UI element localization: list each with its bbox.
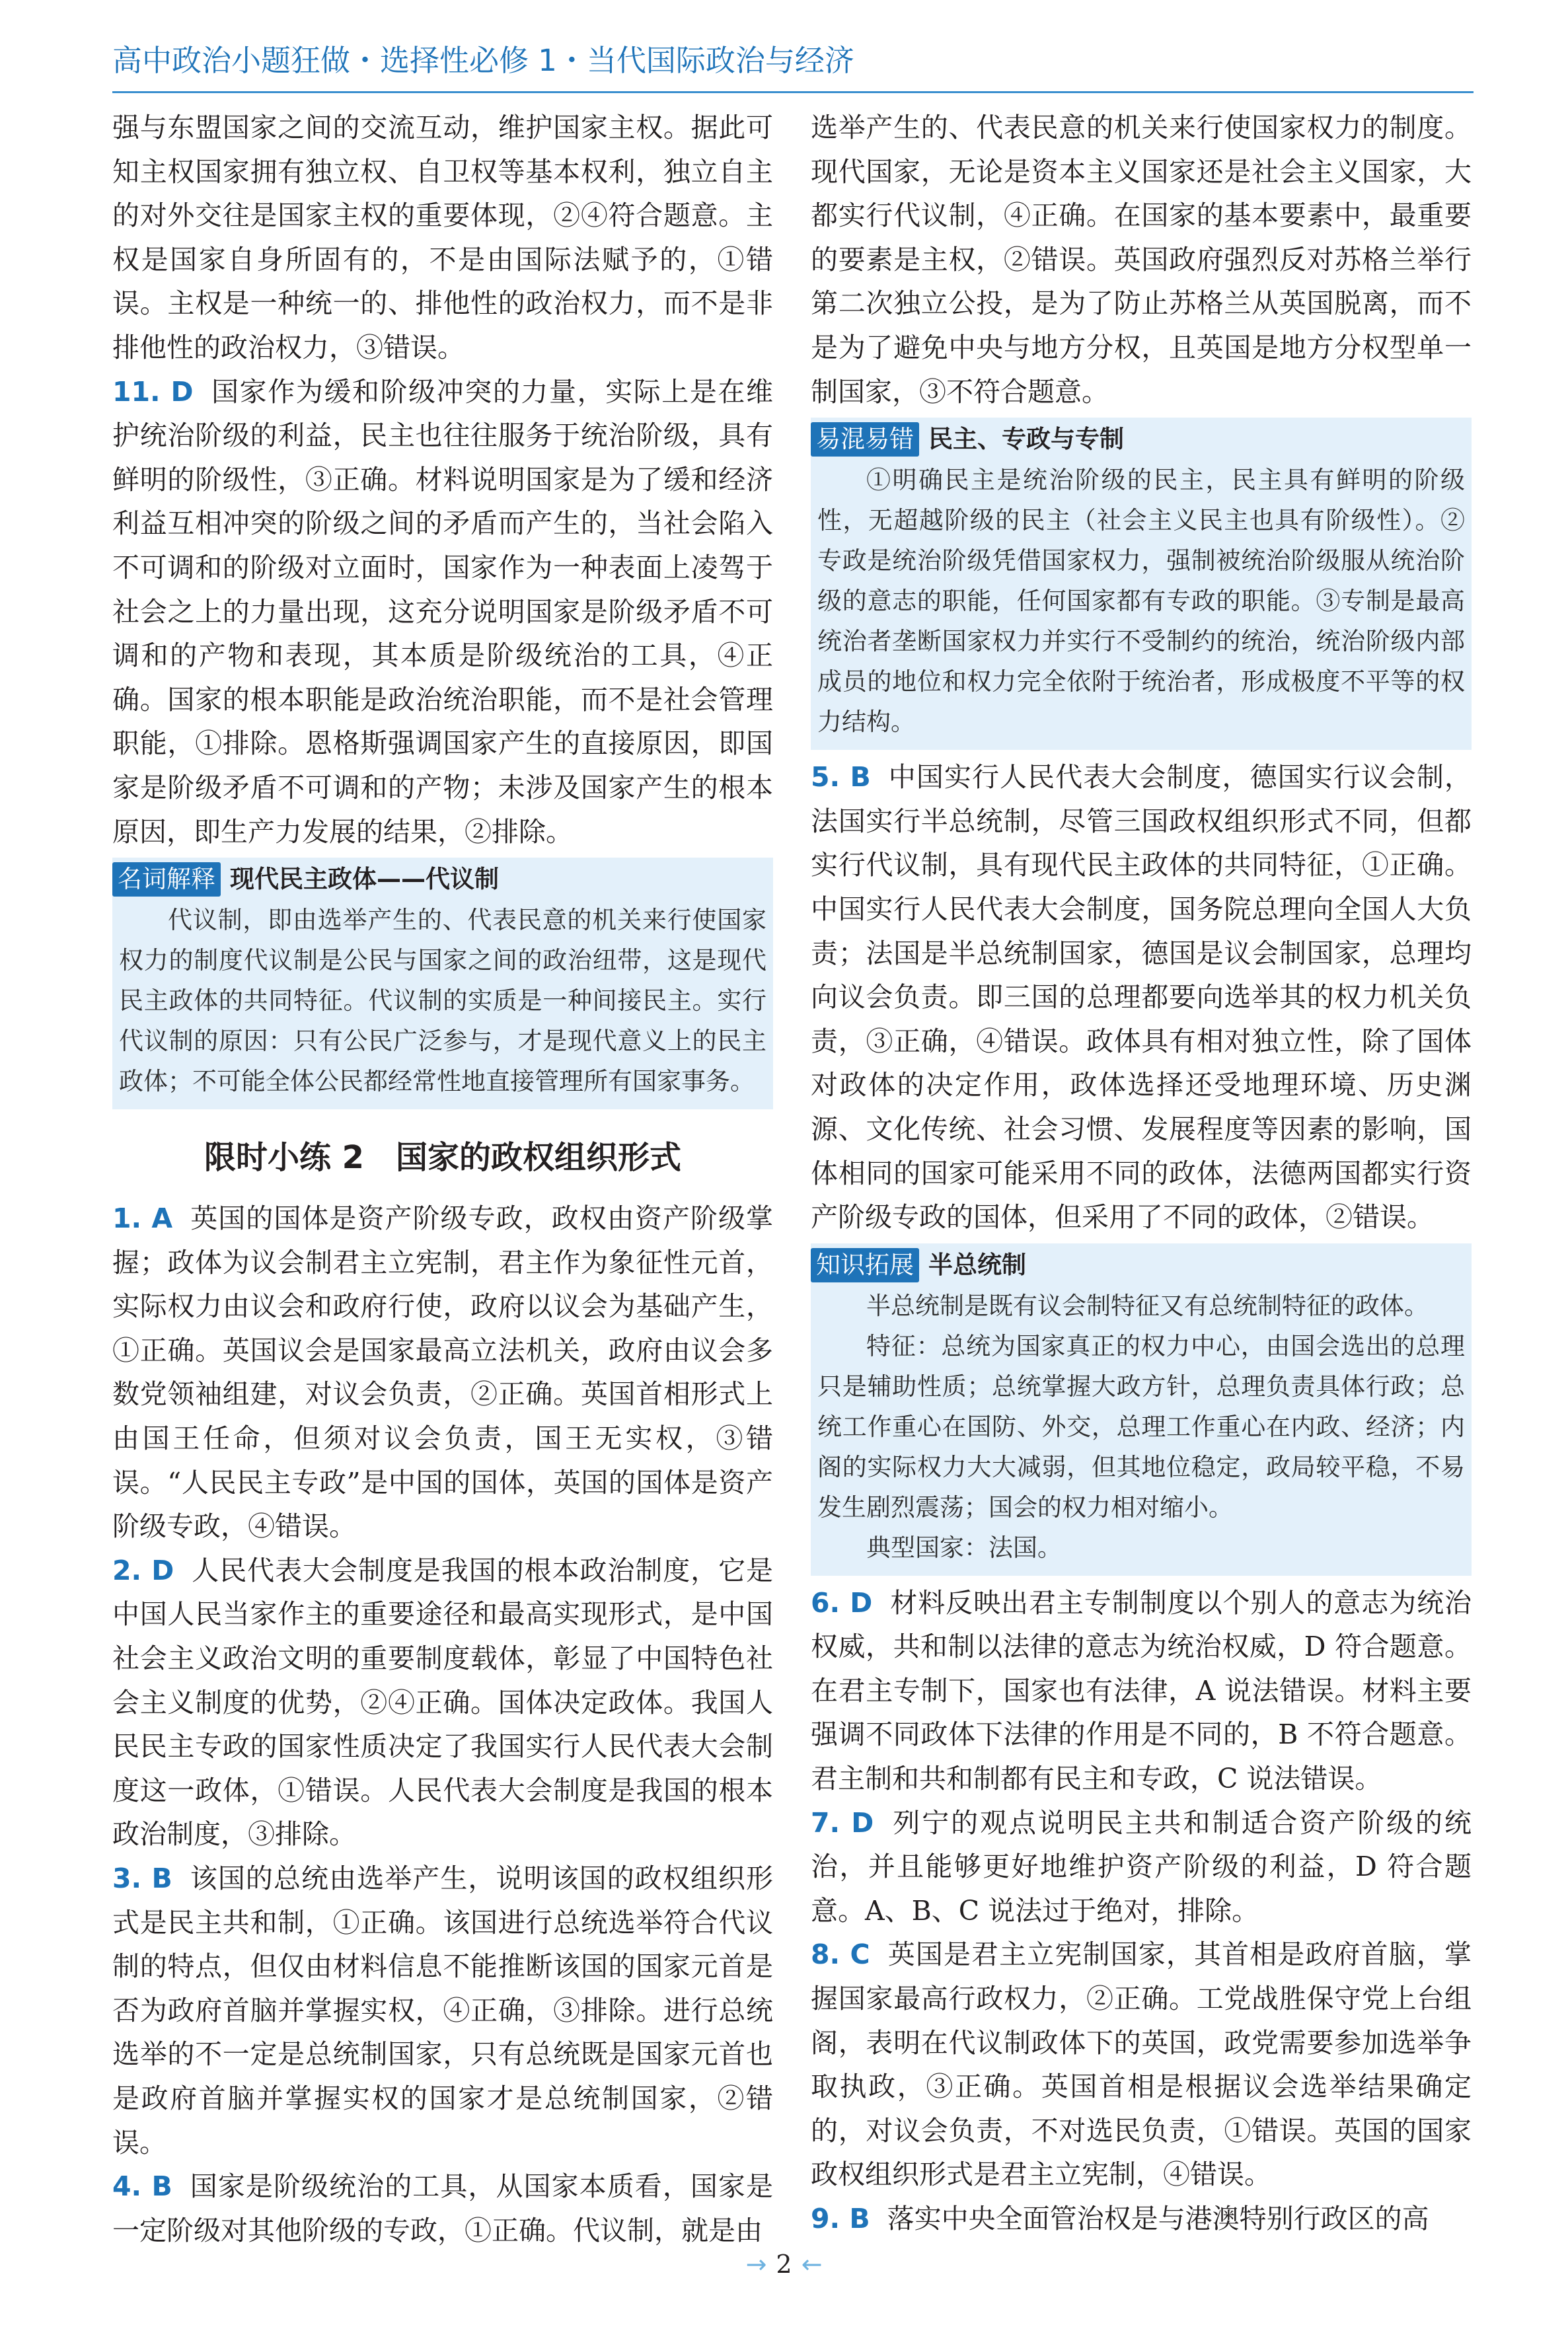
answer-text: 人民代表大会制度是我国的根本政治制度，它是中国人民当家作主的重要途径和最高实现形式，是中国社会主义政治文明的重要制度载体，彰显了中国特色社会主义制度的优势，②④正确。国体决定政体。我国人民民主专政的国家性质决定了我国实行人民代表大会制度这一政体，①错误。人民代表大会制度是我国的根本政治制度，③排除。 xyxy=(112,1554,773,1851)
answer-text: 该国的总统由选举产生，说明该国的政权组织形式是民主共和制，①正确。该国进行总统选举符合代议制的特点，但仅由材料信息不能推断该国的国家元首是否为政府首脑并掌握实权，④正确，③排除。进行总统选举的不一定是总统制国家，只有总统既是国家元首也是政府首脑并掌握实权的国家才是总统制国家，②错误。 xyxy=(112,1863,773,2159)
section-title: 限时小练 2 国家的政权组织形式 xyxy=(204,1139,682,1177)
answer-text: 落实中央全面管治权是与港澳特别行政区的高 xyxy=(887,2203,1429,2234)
answer-4 xyxy=(112,2164,773,2252)
arrow-left-icon: ← xyxy=(801,2250,823,2279)
continued-paragraph: 选举产生的、代表民意的机关来行使国家权力的制度。现代国家，无论是资本主义国家还是社会主义国家，大都实行代议制，④正确。在国家的基本要素中，最重要的要素是主权，②错误。英国政府强烈反对苏格兰举行第二次独立公投，是为了防止苏格兰从英国脱离，而不是为了避免中央与地方分权，且英国是地方分权型单一制国家，③不符合题意。 xyxy=(811,112,1472,408)
arrow-right-icon: → xyxy=(745,2250,767,2279)
answer-6 xyxy=(811,1581,1472,1801)
answer-number: 4. B xyxy=(112,2170,172,2203)
box-title: 民主、专政与专制 xyxy=(928,425,1124,454)
answer-5 xyxy=(811,755,1472,1239)
answer-9 xyxy=(811,2197,1472,2241)
term-explanation-box xyxy=(112,858,773,1109)
answer-2 xyxy=(112,1549,773,1857)
box-text: 典型国家：法国。 xyxy=(866,1533,1062,1562)
box-tag: 知识拓展 xyxy=(811,1248,919,1282)
answer-number: 6. D xyxy=(811,1586,873,1619)
answer-number: 3. B xyxy=(112,1863,172,1894)
box-tag: 易混易错 xyxy=(811,422,919,457)
header-rule xyxy=(112,91,1474,93)
answer-text: 国家作为缓和阶级冲突的力量，实际上是在维护统治阶级的利益，民主也往往服务于统治阶级，具有鲜明的阶级性，③正确。材料说明国家是为了缓和经济利益互相冲突的阶级之间的矛盾而产生的，当社会陷入不可调和的阶级对立面时，国家作为一种表面上凌驾于社会之上的力量出现，这充分说明国家是阶级矛盾不可调和的产物和表现，其本质是阶级统治的工具，④正确。国家的根本职能是政治统治职能，而不是社会管理职能，①排除。恩格斯强调国家产生的直接原因，即国家是阶级矛盾不可调和的产物；未涉及国家产生的根本原因，即生产力发展的结果，②排除。 xyxy=(112,375,773,848)
answer-number: 9. B xyxy=(811,2203,870,2234)
page-footer xyxy=(0,2250,1568,2279)
continued-paragraph: 强与东盟国家之间的交流互动，维护国家主权。据此可知主权国家拥有独立权、自卫权等基本权利，独立自主的对外交往是国家主权的重要体现，②④符合题意。主权是国家自身所固有的，不是由国际法赋予的，①错误。主权是一种统一的、排他性的政治权力，而不是非排他性的政治权力，③错误。 xyxy=(112,112,773,363)
answer-number: 5. B xyxy=(811,761,871,793)
box-title: 现代民主政体——代议制 xyxy=(230,865,499,894)
answer-number: 11. D xyxy=(112,375,194,408)
answer-number: 1. A xyxy=(112,1202,173,1235)
answer-8 xyxy=(811,1933,1472,2197)
answer-number: 7. D xyxy=(811,1806,874,1839)
answer-7 xyxy=(811,1801,1472,1933)
answer-text: 英国的国体是资产阶级专政，政权由资产阶级掌握；政体为议会制君主立宪制，君主作为象征性元首，实际权力由议会和政府行使，政府以议会为基础产生，①正确。英国议会是国家最高立法机关，政府由议会多数党领袖组建，对议会负责，②正确。英国首相形式上由国王任命，但须对议会负责，国王无实权，③错误。“人民民主专政”是中国的国体，英国的国体是资产阶级专政，④错误。 xyxy=(112,1202,774,1543)
answer-text: 列宁的观点说明民主共和制适合资产阶级的统治，并且能够更好地维护资产阶级的利益，D 符合题意。A、B、C 说法过于绝对，排除。 xyxy=(811,1806,1472,1927)
running-header: 高中政治小题狂做・选择性必修 1・当代国际政治与经济 xyxy=(112,43,854,78)
right-column xyxy=(811,106,1472,2241)
answer-number: 2. D xyxy=(112,1554,174,1586)
answer-text: 国家是阶级统治的工具，从国家本质看，国家是一定阶级对其他阶级的专政，①正确。代议制，就是由 xyxy=(112,2170,773,2246)
box-title: 半总统制 xyxy=(928,1250,1026,1279)
answer-number: 8. C xyxy=(811,1938,870,1971)
answer-text: 材料反映出君主专制制度以个别人的意志为统治权威，共和制以法律的意志为统治权威，D 符合题意。在君主专制下，国家也有法律，A 说法错误。材料主要强调不同政体下法律的作用是不同的，B 不符合题意。君主制和共和制都有民主和专政，C 说法错误。 xyxy=(811,1586,1472,1795)
answer-text: 中国实行人民代表大会制度，德国实行议会制，法国实行半总统制，尽管三国政权组织形式不同，但都实行代议制，具有现代民主政体的共同特征，①正确。中国实行人民代表大会制度，国务院总理向全国人大负责；法国是半总统制国家，德国是议会制国家，总理均向议会负责。即三国的总理都要向选举其的权力机关负责，③正确，④错误。政体具有相对独立性，除了国体对政体的决定作用，政体选择还受地理环境、历史渊源、文化传统、社会习惯、发展程度等因素的影响，国体相同的国家可能采用不同的政体，法德两国都实行资产阶级专政的国体，但采用了不同的政体，②错误。 xyxy=(811,761,1472,1234)
box-text: ①明确民主是统治阶级的民主，民主具有鲜明的阶级性，无超越阶级的民主（社会主义民主也具有阶级性）。②专政是统治阶级凭借国家权力，强制被统治阶级服从统治阶级的意志的职能，任何国家都有专政的职能。③专制是最高统治者垄断国家权力并实行不受制约的统治，统治阶级内部成员的地位和权力完全依附于统治者，形成极度不平等的权力结构。 xyxy=(817,466,1465,737)
box-text: 代议制，即由选举产生的、代表民意的机关来行使国家权力的制度代议制是公民与国家之间的政治纽带，这是现代民主政体的共同特征。代议制的实质是一种间接民主。实行代议制的原因：只有公民广泛参与，才是现代意义上的民主政体；不可能全体公民都经常性地直接管理所有国家事务。 xyxy=(119,906,766,1096)
box-text: 特征：总统为国家真正的权力中心，由国会选出的总理只是辅助性质；总统掌握大政方针，总理负责具体行政；总统工作重心在国防、外交，总理工作重心在内政、经济；内阁的实际权力大大减弱，但其地位稳定，政局较平稳，不易发生剧烈震荡；国会的权力相对缩小。 xyxy=(817,1331,1465,1522)
answer-text: 英国是君主立宪制国家，其首相是政府首脑，掌握国家最高行政权力，②正确。工党战胜保守党上台组阁，表明在代议制政体下的英国，政党需要参加选举争取执政，③正确。英国首相是根据议会选举结果确定的，对议会负责，不对选民负责，①错误。英国的国家政权组织形式是君主立宪制，④错误。 xyxy=(811,1938,1472,2191)
knowledge-extension-box xyxy=(811,1243,1472,1576)
page-number: 2 xyxy=(776,2250,792,2279)
common-mistakes-box xyxy=(811,418,1472,750)
box-text: 半总统制是既有议会制特征又有总统制特征的政体。 xyxy=(866,1291,1429,1320)
answer-1 xyxy=(112,1197,773,1549)
answer-11 xyxy=(112,370,773,854)
left-column xyxy=(112,106,773,2252)
box-tag: 名词解释 xyxy=(112,862,221,897)
answer-3 xyxy=(112,1857,773,2164)
